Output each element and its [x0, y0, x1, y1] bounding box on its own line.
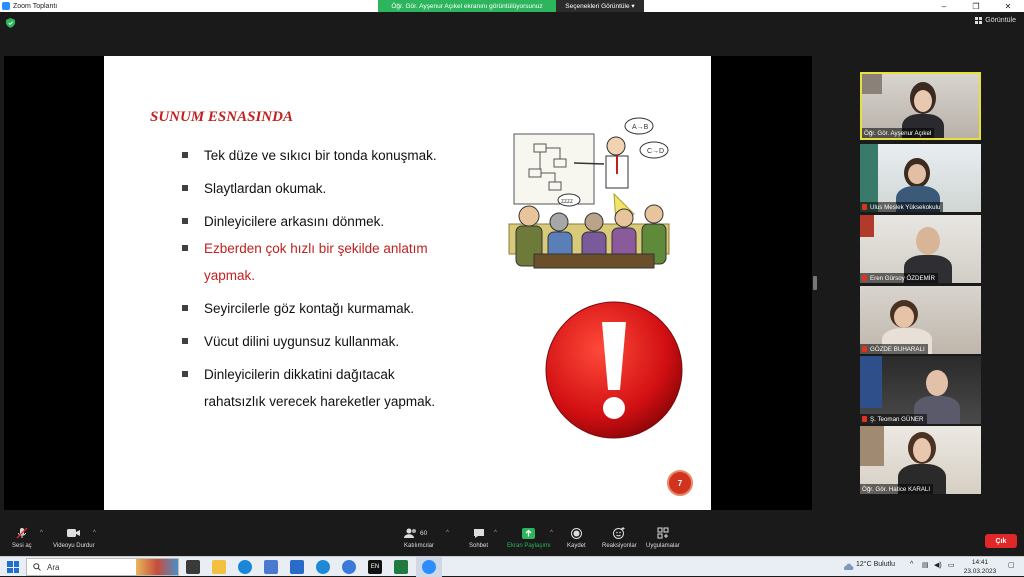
file-explorer-icon[interactable]	[212, 560, 226, 574]
share-screen-icon	[522, 527, 536, 539]
apps-icon	[656, 527, 670, 539]
notification-icon[interactable]: ▢	[1008, 562, 1015, 569]
bullet-square-icon	[182, 185, 188, 191]
shared-screen[interactable]	[4, 56, 812, 510]
boring-presentation-illustration	[504, 114, 674, 294]
view-options-dropdown[interactable]: Seçenekleri Görüntüle ▾	[556, 0, 644, 12]
share-options-caret[interactable]: ^	[550, 530, 553, 536]
apps-label: Uygulamalar	[646, 543, 680, 549]
share-screen-label: Ekran Paylaşımı	[507, 543, 551, 549]
bullet-square-icon	[182, 152, 188, 158]
cloud-weather-icon	[842, 561, 854, 571]
chat-options-caret[interactable]: ^	[494, 530, 497, 536]
participants-label: Katılımcılar	[404, 543, 435, 549]
participant-name: Ulus Meslek Yüksekokulu	[860, 202, 943, 212]
participants-count: 60	[420, 529, 428, 537]
participant-video-tile[interactable]	[860, 72, 981, 140]
bullet-text: Slaytlardan okumak.	[204, 181, 327, 196]
chat-label: Sohbet	[469, 543, 489, 549]
speech-bubble-text: zzzz	[561, 199, 573, 205]
mail-icon[interactable]	[290, 560, 304, 574]
bullet-text: Tek düze ve sıkıcı bir tonda konuşmak.	[204, 148, 437, 163]
slide-bullet	[182, 328, 512, 355]
encryption-shield-icon[interactable]	[6, 18, 15, 28]
bullet-square-icon	[182, 371, 188, 377]
slide-bullet	[182, 361, 512, 415]
view-button[interactable]	[975, 17, 1016, 24]
bullet-square-icon	[182, 218, 188, 224]
chrome-icon[interactable]	[342, 560, 356, 574]
network-icon[interactable]: ▤	[922, 562, 929, 569]
participants-button[interactable]	[404, 527, 434, 549]
bullet-text: Seyircilerle göz kontağı kurmamak.	[204, 301, 415, 316]
video-camera-icon	[67, 527, 81, 539]
slide-page-number: 7	[667, 470, 693, 496]
panel-resize-handle[interactable]	[813, 276, 817, 290]
excel-icon[interactable]	[394, 560, 408, 574]
bullet-text: Dinleyicilere arkasını dönmek.	[204, 214, 385, 229]
slide-bullet	[182, 295, 512, 322]
participant-video-tile[interactable]	[860, 426, 981, 494]
record-label: Kaydet	[567, 543, 586, 549]
zoom-taskbar-icon[interactable]	[422, 560, 436, 574]
bullet-square-icon	[182, 245, 188, 251]
participant-name: Eren Gürsoy ÖZDEMİR	[860, 273, 938, 283]
participant-name: GÖZDE BUHARALI	[860, 344, 928, 354]
share-screen-button[interactable]	[507, 527, 551, 549]
slide-bullet	[182, 235, 512, 289]
muted-mic-icon	[862, 204, 867, 210]
chat-button[interactable]	[469, 527, 488, 549]
clock-date: 23.03.2023	[963, 568, 997, 575]
browser-icon[interactable]	[316, 560, 330, 574]
muted-mic-icon	[862, 346, 867, 352]
tray-chevron-icon[interactable]: ^	[910, 561, 914, 568]
participant-name: Öğr. Gör. Hatice KARALI	[860, 484, 933, 494]
leave-meeting-button[interactable]: Çık	[985, 534, 1017, 548]
grid-view-icon	[975, 17, 982, 24]
view-button-label: Görüntüle	[985, 17, 1016, 24]
edge-browser-icon[interactable]	[238, 560, 252, 574]
close-button[interactable]: ✕	[1004, 1, 1012, 11]
reactions-label: Reaksiyonlar	[602, 543, 637, 549]
video-options-caret[interactable]: ^	[93, 530, 96, 536]
stop-video-button[interactable]	[53, 527, 95, 549]
exclamation-warning-icon	[544, 300, 684, 440]
bullet-square-icon	[182, 338, 188, 344]
audio-options-caret[interactable]: ^	[40, 530, 43, 536]
minimize-button[interactable]: –	[941, 1, 947, 11]
meeting-toolbar	[0, 524, 1024, 556]
unmute-button[interactable]	[12, 527, 32, 549]
presentation-slide	[104, 56, 711, 510]
participant-video-tile[interactable]	[860, 356, 981, 424]
weather-text[interactable]: 12°C Bulutlu	[856, 561, 895, 568]
apps-button[interactable]	[646, 527, 680, 549]
slide-bullet	[182, 208, 512, 235]
bullet-text-continued: rahatsızlık verecek hareketler yapmak.	[204, 394, 436, 409]
muted-microphone-icon	[15, 527, 29, 539]
bullet-text: Ezberden çok hızlı bir şekilde anlatım	[204, 241, 428, 256]
participant-video-tile[interactable]	[860, 144, 981, 212]
participants-icon	[404, 527, 434, 539]
windows-start-icon[interactable]	[7, 561, 19, 573]
screen-share-banner: Öğr. Gör. Ayşenur Açıkel ekranını görüntülüyorsunuz	[378, 0, 556, 12]
bullet-square-icon	[182, 305, 188, 311]
stop-video-label: Videoyu Durdur	[53, 543, 95, 549]
clock-time: 14:41	[971, 559, 989, 566]
speech-bubble-text: C→D	[647, 148, 665, 155]
participant-name: Ş. Teoman GÜNER	[860, 414, 927, 424]
window-controls	[928, 0, 1024, 12]
search-placeholder: Ara	[47, 562, 60, 572]
participant-video-tile[interactable]	[860, 215, 981, 283]
chat-bubble-icon	[472, 527, 486, 539]
slide-title: SUNUM ESNASINDA	[150, 109, 293, 125]
zoom-logo-icon	[2, 2, 10, 10]
speech-bubble-text: A→B	[632, 124, 649, 131]
window-title: Zoom Toplantı	[13, 2, 58, 10]
taskbar-search-box[interactable]	[26, 558, 179, 576]
volume-icon[interactable]: ◀)	[934, 562, 942, 569]
muted-mic-icon	[862, 275, 867, 281]
bullet-text: Dinleyicilerin dikkatini dağıtacak	[204, 367, 395, 382]
record-button[interactable]	[567, 527, 586, 549]
task-view-icon[interactable]	[186, 560, 200, 574]
restore-button[interactable]: ❐	[972, 1, 980, 11]
taskbar-clock[interactable]	[960, 558, 1000, 576]
slide-bullet	[182, 142, 512, 169]
os-taskbar	[0, 556, 1024, 576]
reactions-button[interactable]	[602, 527, 637, 549]
bullet-text: Vücut dilini uygunsuz kullanmak.	[204, 334, 400, 349]
meeting-area	[0, 12, 1024, 524]
record-icon	[569, 527, 583, 539]
search-icon	[33, 563, 41, 571]
unmute-label: Sesi aç	[12, 543, 32, 549]
keyboard-language-icon[interactable]: EN	[368, 560, 382, 574]
store-icon[interactable]	[264, 560, 278, 574]
search-highlight-image	[136, 558, 178, 576]
slide-bullet	[182, 175, 512, 202]
slide-bullet-list	[182, 142, 512, 415]
smiley-plus-icon	[612, 527, 626, 539]
bullet-text-continued: yapmak.	[204, 268, 256, 283]
battery-icon[interactable]: ▭	[948, 562, 955, 569]
participant-name: Öğr. Gör. Ayşenur Açıkel	[862, 128, 934, 138]
participant-video-tile[interactable]	[860, 286, 981, 354]
muted-mic-icon	[862, 416, 867, 422]
participants-options-caret[interactable]: ^	[446, 530, 449, 536]
